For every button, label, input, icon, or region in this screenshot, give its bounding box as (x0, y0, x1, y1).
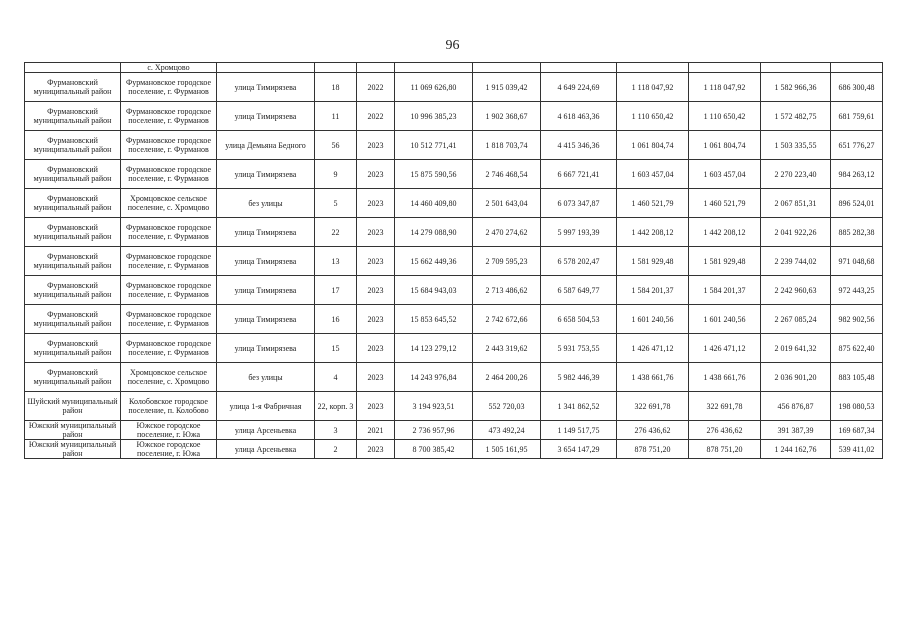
cell-total: 2 736 957,96 (395, 421, 473, 440)
cell-amount-2: 4 415 346,36 (541, 131, 617, 160)
cell-amount-4: 878 751,20 (689, 440, 761, 459)
cell-district: Фурмановский муниципальный район (25, 102, 121, 131)
cell-amount-1: 2 742 672,66 (473, 305, 541, 334)
cell-street: улица Тимирязева (217, 73, 315, 102)
cell-year: 2022 (357, 73, 395, 102)
cell-district: Фурмановский муниципальный район (25, 247, 121, 276)
cell-district: Фурмановский муниципальный район (25, 334, 121, 363)
cell-amount-3: 1 426 471,12 (617, 334, 689, 363)
cell-district: Южский муниципальный район (25, 440, 121, 459)
cell-amount-3: 322 691,78 (617, 392, 689, 421)
cell-amount-6: 972 443,25 (831, 276, 883, 305)
cell-settlement: Фурмановское городское поселение, г. Фурманов (121, 247, 217, 276)
cell-total (395, 63, 473, 73)
table-row (25, 131, 883, 160)
cell-house: 18 (315, 73, 357, 102)
cell-amount-1: 2 443 319,62 (473, 334, 541, 363)
cell-amount-3: 1 061 804,74 (617, 131, 689, 160)
cell-amount-2: 5 997 193,39 (541, 218, 617, 247)
cell-street: без улицы (217, 189, 315, 218)
cell-amount-6: 875 622,40 (831, 334, 883, 363)
table-row (25, 334, 883, 363)
cell-house: 9 (315, 160, 357, 189)
cell-amount-3: 1 118 047,92 (617, 73, 689, 102)
cell-total: 11 069 626,80 (395, 73, 473, 102)
cell-amount-4: 1 601 240,56 (689, 305, 761, 334)
cell-amount-3: 1 581 929,48 (617, 247, 689, 276)
cell-house: 11 (315, 102, 357, 131)
cell-settlement: Фурмановское городское поселение, г. Фурманов (121, 218, 217, 247)
cell-street: улица Тимирязева (217, 334, 315, 363)
cell-amount-2: 5 982 446,39 (541, 363, 617, 392)
cell-amount-1: 2 464 200,26 (473, 363, 541, 392)
cell-house: 2 (315, 440, 357, 459)
cell-settlement: с. Хромцово (121, 63, 217, 73)
cell-amount-6: 539 411,02 (831, 440, 883, 459)
cell-settlement: Южское городское поселение, г. Южа (121, 440, 217, 459)
cell-year: 2023 (357, 276, 395, 305)
cell-year: 2022 (357, 102, 395, 131)
cell-total: 14 460 409,80 (395, 189, 473, 218)
cell-year: 2023 (357, 189, 395, 218)
cell-amount-1: 1 902 368,67 (473, 102, 541, 131)
cell-settlement: Хромцовское сельское поселение, с. Хромцово (121, 189, 217, 218)
cell-street: улица Тимирязева (217, 102, 315, 131)
cell-total: 14 123 279,12 (395, 334, 473, 363)
cell-amount-4: 1 110 650,42 (689, 102, 761, 131)
cell-amount-1: 2 501 643,04 (473, 189, 541, 218)
cell-amount-1: 2 713 486,62 (473, 276, 541, 305)
cell-total: 15 853 645,52 (395, 305, 473, 334)
cell-amount-1: 552 720,03 (473, 392, 541, 421)
table-row (25, 276, 883, 305)
cell-street: без улицы (217, 363, 315, 392)
cell-amount-6: 169 687,34 (831, 421, 883, 440)
cell-year: 2023 (357, 131, 395, 160)
cell-amount-5: 2 036 901,20 (761, 363, 831, 392)
cell-street: улица Арсеньевка (217, 440, 315, 459)
cell-amount-3: 1 603 457,04 (617, 160, 689, 189)
cell-house: 13 (315, 247, 357, 276)
cell-amount-3: 1 438 661,76 (617, 363, 689, 392)
cell-district: Южский муниципальный район (25, 421, 121, 440)
cell-house: 4 (315, 363, 357, 392)
cell-amount-3: 1 442 208,12 (617, 218, 689, 247)
cell-house: 5 (315, 189, 357, 218)
cell-settlement: Южское городское поселение, г. Южа (121, 421, 217, 440)
table-row (25, 247, 883, 276)
cell-house: 16 (315, 305, 357, 334)
table-row (25, 305, 883, 334)
cell-house: 22 (315, 218, 357, 247)
cell-amount-6: 971 048,68 (831, 247, 883, 276)
cell-district: Шуйский муниципальный район (25, 392, 121, 421)
cell-house: 15 (315, 334, 357, 363)
cell-amount-5: 2 067 851,31 (761, 189, 831, 218)
cell-amount-3: 1 460 521,79 (617, 189, 689, 218)
cell-amount-5: 1 244 162,76 (761, 440, 831, 459)
cell-total: 14 279 088,90 (395, 218, 473, 247)
cell-amount-3: 1 584 201,37 (617, 276, 689, 305)
cell-amount-6: 681 759,61 (831, 102, 883, 131)
cell-amount-6: 885 282,38 (831, 218, 883, 247)
cell-amount-3: 276 436,62 (617, 421, 689, 440)
cell-amount-5: 2 270 223,40 (761, 160, 831, 189)
cell-amount-5: 2 019 641,32 (761, 334, 831, 363)
cell-settlement: Колобовское городское поселение, п. Колобово (121, 392, 217, 421)
table-row-continuation (25, 63, 883, 73)
cell-amount-2: 6 073 347,87 (541, 189, 617, 218)
cell-amount-1: 1 915 039,42 (473, 73, 541, 102)
cell-settlement: Фурмановское городское поселение, г. Фурманов (121, 276, 217, 305)
cell-amount-2: 6 587 649,77 (541, 276, 617, 305)
cell-settlement: Фурмановское городское поселение, г. Фурманов (121, 305, 217, 334)
cell-amount-4: 276 436,62 (689, 421, 761, 440)
cell-amount-1 (473, 63, 541, 73)
cell-street: улица Арсеньевка (217, 421, 315, 440)
cell-amount-2: 6 658 504,53 (541, 305, 617, 334)
cell-amount-4: 1 438 661,76 (689, 363, 761, 392)
cell-amount-4: 1 061 804,74 (689, 131, 761, 160)
cell-amount-5: 2 239 744,02 (761, 247, 831, 276)
cell-amount-4: 1 603 457,04 (689, 160, 761, 189)
cell-street: улица Тимирязева (217, 218, 315, 247)
cell-settlement: Фурмановское городское поселение, г. Фурманов (121, 131, 217, 160)
cell-total: 14 243 976,84 (395, 363, 473, 392)
table-row (25, 160, 883, 189)
cell-district: Фурмановский муниципальный район (25, 218, 121, 247)
cell-settlement: Хромцовское сельское поселение, с. Хромцово (121, 363, 217, 392)
cell-amount-6: 198 080,53 (831, 392, 883, 421)
cell-amount-2: 4 649 224,69 (541, 73, 617, 102)
cell-year: 2023 (357, 305, 395, 334)
cell-house: 22, корп. 3 (315, 392, 357, 421)
cell-amount-5: 1 572 482,75 (761, 102, 831, 131)
cell-house: 3 (315, 421, 357, 440)
cell-amount-2: 5 931 753,55 (541, 334, 617, 363)
cell-amount-6: 896 524,01 (831, 189, 883, 218)
cell-amount-4: 1 442 208,12 (689, 218, 761, 247)
cell-street: улица Тимирязева (217, 160, 315, 189)
cell-amount-6: 651 776,27 (831, 131, 883, 160)
cell-amount-2: 3 654 147,29 (541, 440, 617, 459)
cell-district: Фурмановский муниципальный район (25, 363, 121, 392)
table-row (25, 73, 883, 102)
cell-total: 10 996 385,23 (395, 102, 473, 131)
cell-settlement: Фурмановское городское поселение, г. Фурманов (121, 160, 217, 189)
cell-amount-3: 1 110 650,42 (617, 102, 689, 131)
cell-year: 2023 (357, 160, 395, 189)
cell-amount-4: 1 460 521,79 (689, 189, 761, 218)
cell-district: Фурмановский муниципальный район (25, 131, 121, 160)
cell-street: улица Демьяна Бедного (217, 131, 315, 160)
cell-amount-1: 2 470 274,62 (473, 218, 541, 247)
cell-amount-2: 6 578 202,47 (541, 247, 617, 276)
table-row (25, 421, 883, 440)
cell-amount-6: 984 263,12 (831, 160, 883, 189)
cell-amount-2: 4 618 463,36 (541, 102, 617, 131)
cell-total: 3 194 923,51 (395, 392, 473, 421)
cell-amount-1: 2 709 595,23 (473, 247, 541, 276)
cell-total: 10 512 771,41 (395, 131, 473, 160)
cell-amount-1: 473 492,24 (473, 421, 541, 440)
cell-amount-1: 2 746 468,54 (473, 160, 541, 189)
cell-amount-4: 1 584 201,37 (689, 276, 761, 305)
table-row (25, 102, 883, 131)
cell-total: 8 700 385,42 (395, 440, 473, 459)
cell-amount-4: 1 581 929,48 (689, 247, 761, 276)
cell-amount-5: 2 242 960,63 (761, 276, 831, 305)
cell-district: Фурмановский муниципальный район (25, 73, 121, 102)
cell-total: 15 875 590,56 (395, 160, 473, 189)
cell-total: 15 662 449,36 (395, 247, 473, 276)
cell-street: улица 1-я Фабричная (217, 392, 315, 421)
cell-amount-2: 1 149 517,75 (541, 421, 617, 440)
cell-amount-2: 6 667 721,41 (541, 160, 617, 189)
cell-year: 2023 (357, 218, 395, 247)
cell-year: 2021 (357, 421, 395, 440)
cell-amount-3: 878 751,20 (617, 440, 689, 459)
cell-house (315, 63, 357, 73)
cell-amount-1: 1 505 161,95 (473, 440, 541, 459)
cell-settlement: Фурмановское городское поселение, г. Фурманов (121, 102, 217, 131)
cell-year: 2023 (357, 334, 395, 363)
cell-amount-5: 2 267 085,24 (761, 305, 831, 334)
table-row (25, 392, 883, 421)
cell-district (25, 63, 121, 73)
cell-total: 15 684 943,03 (395, 276, 473, 305)
cell-street (217, 63, 315, 73)
cell-amount-1: 1 818 703,74 (473, 131, 541, 160)
cell-house: 17 (315, 276, 357, 305)
cell-district: Фурмановский муниципальный район (25, 160, 121, 189)
cell-year: 2023 (357, 247, 395, 276)
table-row (25, 189, 883, 218)
cell-year: 2023 (357, 363, 395, 392)
cell-district: Фурмановский муниципальный район (25, 189, 121, 218)
cell-amount-6: 686 300,48 (831, 73, 883, 102)
cell-amount-3 (617, 63, 689, 73)
cell-year: 2023 (357, 440, 395, 459)
cell-settlement: Фурмановское городское поселение, г. Фурманов (121, 73, 217, 102)
cell-street: улица Тимирязева (217, 276, 315, 305)
cell-house: 56 (315, 131, 357, 160)
table-row (25, 218, 883, 247)
table-row (25, 363, 883, 392)
cell-amount-5: 2 041 922,26 (761, 218, 831, 247)
cell-street: улица Тимирязева (217, 247, 315, 276)
page-number: 96 (445, 38, 460, 53)
cell-amount-6: 883 105,48 (831, 363, 883, 392)
cell-district: Фурмановский муниципальный район (25, 305, 121, 334)
cell-amount-2 (541, 63, 617, 73)
cell-district: Фурмановский муниципальный район (25, 276, 121, 305)
table-row (25, 440, 883, 459)
cell-amount-3: 1 601 240,56 (617, 305, 689, 334)
cell-amount-5: 456 876,87 (761, 392, 831, 421)
cell-settlement: Фурмановское городское поселение, г. Фурманов (121, 334, 217, 363)
data-table (24, 62, 883, 459)
cell-amount-5: 1 582 966,36 (761, 73, 831, 102)
cell-amount-5 (761, 63, 831, 73)
cell-amount-5: 1 503 335,55 (761, 131, 831, 160)
cell-amount-6: 982 902,56 (831, 305, 883, 334)
cell-street: улица Тимирязева (217, 305, 315, 334)
cell-amount-5: 391 387,39 (761, 421, 831, 440)
cell-amount-4: 1 426 471,12 (689, 334, 761, 363)
cell-year: 2023 (357, 392, 395, 421)
cell-amount-4: 322 691,78 (689, 392, 761, 421)
cell-amount-2: 1 341 862,52 (541, 392, 617, 421)
cell-amount-4: 1 118 047,92 (689, 73, 761, 102)
cell-amount-6 (831, 63, 883, 73)
cell-year (357, 63, 395, 73)
cell-amount-4 (689, 63, 761, 73)
